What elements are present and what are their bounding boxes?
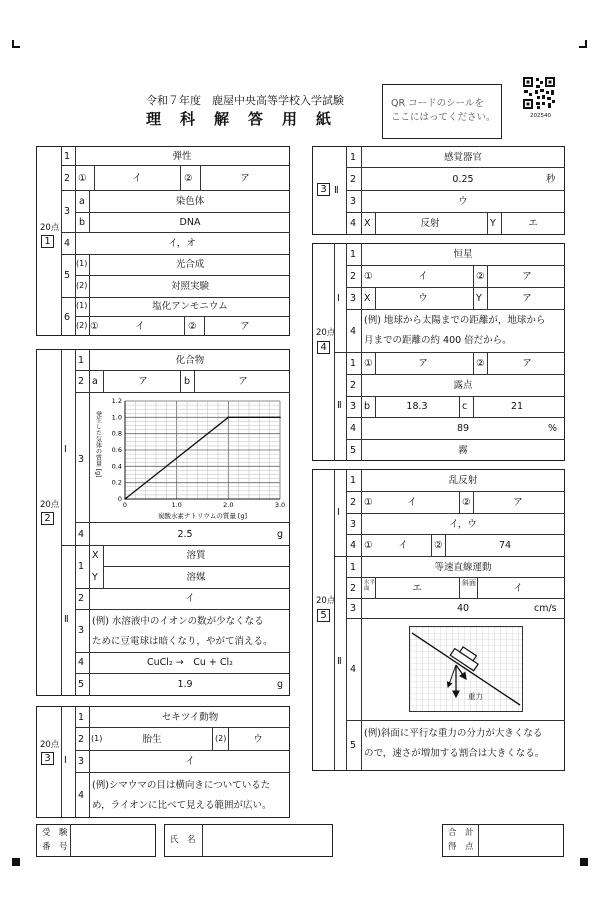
q1-points: 20点 <box>40 223 60 233</box>
q4-i-answer-3x: ウ <box>418 293 428 304</box>
q2-gas-mass-chart <box>90 393 289 521</box>
q2-ii-answer-3-line1: (例) 水溶液中のイオンの数が少なくなる <box>92 616 264 627</box>
q5-ii-answer-2b: イ <box>513 583 523 594</box>
q5-ii-answer-5-line1: (例)斜面に平行な重力の分力が大きくなる <box>364 728 543 739</box>
q4-ii-answer-2: 露点 <box>453 380 473 391</box>
q1-answer-3b: DNA <box>179 217 201 228</box>
q4-i-answer-2-1: イ <box>418 271 428 282</box>
chart-data-point <box>228 417 230 419</box>
chart-y-tick-label: 0 <box>117 495 122 503</box>
q5-i-answer-2-2: ア <box>513 497 523 508</box>
q1-answer-2-2: ア <box>240 173 250 184</box>
q4-i-answer-1: 恒星 <box>453 249 473 260</box>
q4-ii-answer-3b: 18.3 <box>406 401 428 412</box>
exam-title: 令和７年度 鹿屋中央高等学校入学試験 <box>146 94 344 107</box>
q4-ii-answer-3c: 21 <box>510 401 524 412</box>
q1-number-box: 1 <box>41 235 54 248</box>
total-score-field[interactable] <box>479 825 563 856</box>
q3-number-box-right: 3 <box>317 183 330 196</box>
q1-answer-3a: 染色体 <box>175 196 205 207</box>
q3-points: 20点 <box>40 740 60 750</box>
q1-answer-2-1: イ <box>132 173 142 184</box>
qr-label-line1: QR コードのシールを <box>391 98 484 109</box>
q5-ii-answer-3: 40 <box>456 603 470 614</box>
q4-ii-answer-5: 霧 <box>458 445 468 456</box>
q4-points: 20点 <box>316 328 336 338</box>
chart-y-tick-label: 0.2 <box>111 478 122 487</box>
q2-ii-answer-2: イ <box>185 593 195 604</box>
q2-i-answer-4: 2.5 <box>177 529 193 540</box>
qr-label-line2: ここにはってください。 <box>391 112 496 123</box>
q2-ii-answer-1y: 溶媒 <box>186 572 206 583</box>
chart-data-point <box>279 417 281 419</box>
q2-number-box: 2 <box>41 512 54 525</box>
chart-y-tick-label: 0.6 <box>111 446 122 454</box>
chart-x-tick-label: 0 <box>122 501 128 509</box>
q5-number-box: 5 <box>317 609 330 622</box>
q3-i-answer-4-line1: (例)シマウマの目は横向きについているた <box>92 780 271 791</box>
q1-answer-1: 弾性 <box>172 151 192 162</box>
corner-mark-bottom-left <box>12 858 20 866</box>
q5-ii-2-label-horizontal: 水平面 <box>364 580 376 593</box>
q3-i-answer-2-2: ウ <box>253 734 263 745</box>
exam-number-field[interactable] <box>71 825 155 856</box>
chart-x-axis-label: 炭酸水素ナトリウムの質量 [g] <box>157 512 248 520</box>
q5-block <box>312 469 565 771</box>
total-score-label-2: 得 点 <box>448 842 474 852</box>
q5-i-answer-4-1: イ <box>398 540 408 551</box>
chart-y-tick-label: 1.0 <box>111 413 122 422</box>
chart-x-tick-label: 1.0 <box>171 501 182 509</box>
q2-ii-answer-1x: 溶質 <box>186 550 206 561</box>
q5-ii-answer-2a: エ <box>412 583 422 594</box>
q1-answer-5-1: 光合成 <box>175 259 205 270</box>
chart-data-point <box>124 498 126 500</box>
q1-answer-6-1: 塩化アンモニウム <box>152 301 228 312</box>
chart-y-tick-label: 0.4 <box>111 462 122 471</box>
chart-y-tick-label: 0.8 <box>111 429 122 438</box>
qr-code-icon <box>522 76 556 110</box>
name-field[interactable] <box>203 825 332 856</box>
q3-number-box-left: 3 <box>41 752 54 765</box>
q2-ii-answer-3-line2: ために豆電球は暗くなり，やがて消える。 <box>92 636 273 647</box>
q4-ii-answer-1-2: ア <box>522 358 532 369</box>
q3-ii-answer-4x: 反射 <box>420 218 440 229</box>
q5-i-answer-3: イ，ウ <box>449 519 477 530</box>
q4-i-answer-4-line2: 月までの距離の約 400 倍だから。 <box>364 335 512 346</box>
exam-number-label-2: 番 号 <box>42 842 68 852</box>
q1-answer-6-2-2: ア <box>240 321 250 332</box>
q3-i-answer-4-line2: め，ライオンに比べて見える範囲が広い。 <box>92 800 272 811</box>
q3-i-answer-2-1: 胎生 <box>142 734 162 745</box>
q2-ii-answer-5: 1.9 <box>177 679 193 690</box>
corner-mark-top-right <box>579 40 587 48</box>
q4-i-answer-4-line1: (例) 地球から太陽までの距離が，地球から <box>364 315 546 326</box>
q4-number-box: 4 <box>317 341 330 354</box>
q5-ii-2-label-slope: 斜面 <box>462 579 476 587</box>
q2-ii-answer-4: CuCl₂ → Cu + Cl₂ <box>147 657 233 668</box>
q2-i-answer-2b: ア <box>238 376 248 387</box>
corner-mark-bottom-right <box>580 858 588 866</box>
chart-x-tick-label: 3.0 <box>274 501 286 509</box>
q5-points: 20点 <box>316 596 336 606</box>
q3-ii-answer-4y: エ <box>528 218 538 229</box>
q2-i-answer-2a: ア <box>138 376 148 387</box>
q4-i-answer-3y: ア <box>522 293 532 304</box>
q3-ii-answer-1: 感覚器官 <box>443 152 483 163</box>
q3-i-answer-1: セキツイ動物 <box>161 712 219 723</box>
q1-answer-4: イ，オ <box>168 238 196 249</box>
corner-mark-top-left <box>12 40 20 48</box>
qr-sticker-area <box>382 84 502 139</box>
q5-force-diagram <box>409 626 523 712</box>
chart-y-tick-label: 1.2 <box>111 397 122 405</box>
name-label: 氏 名 <box>170 835 196 845</box>
q5-ii-answer-1: 等速直線運動 <box>434 562 492 573</box>
total-score-label-1: 合 計 <box>448 828 474 838</box>
q4-ii-answer-4: 89 <box>456 423 470 434</box>
q3-ii-answer-2: 0.25 <box>452 174 474 185</box>
q1-answer-6-2-1: イ <box>135 321 145 332</box>
q4-ii-answer-1-1: ア <box>418 358 428 369</box>
chart-y-axis-label: 発生した気体の質量 [g] <box>94 411 102 478</box>
subject-title: 理 科 解 答 用 紙 <box>146 110 334 128</box>
q5-force-label: 重力 <box>468 692 483 701</box>
q2-i-answer-1: 化合物 <box>175 355 205 366</box>
q3-i-answer-3: イ <box>185 756 195 767</box>
q2-points: 20点 <box>40 500 60 510</box>
qr-code-number: 202540 <box>530 113 551 119</box>
q5-i-answer-2-1: イ <box>407 497 417 508</box>
q4-i-answer-2-2: ア <box>522 271 532 282</box>
q1-answer-5-2: 対照実験 <box>170 281 210 292</box>
q5-ii-answer-5-line2: ので，速さが増加する割合は大きくなる。 <box>364 748 545 759</box>
q5-i-answer-1: 乱反射 <box>448 475 478 486</box>
q5-i-answer-4-2: 74 <box>498 540 512 551</box>
answer-sheet: 令和７年度 鹿屋中央高等学校入学試験 理 科 解 答 用 紙 QR コードのシールを ここにはってください。 202540 20点 1 1 弾性 2 ① イ ② ア 3 a 染色体 b DNA 4 イ，オ 5 (1) 光合成 (2) 対照実験 6 (1) 塩化アンモニウム (2) ① イ ② ア 20点 2 Ⅰ Ⅱ 1 化合物 2 a ア b ア 3 0 1.0 2.0 3.0 0 0.2 0.4 0.6 0.8 1.0 1.2 炭酸水素ナトリウムの質量 [g] 発生した気体の質量 [g] 4 2.5 g 1 X 溶質 Y 溶媒 2 イ 3 (例) 水溶液中のイオンの数が少なくなる ために豆電球は暗くなり，やがて消える。 4 CuCl₂ → Cu + Cl₂ 5 1.9 g 20点 3 Ⅰ 1 セキツイ動物 2 (1) 胎生 (2) ウ 3 イ 4 (例)シマウマの目は横向きについているた め，ライオンに比べて見える範囲が広い。 3 Ⅱ 1 感覚器官 2 0.25 秒 3 ウ 4 X 反射 Y エ 20点 4 Ⅰ Ⅱ 1 恒星 2 ① イ ② ア 3 X ウ Y ア 4 (例) 地球から太陽までの距離が，地球から 月までの距離の約 400 倍だから。 1 ① ア ② ア 2 露点 3 b 18.3 c 21 4 89 % 5 霧 20点 5 Ⅰ Ⅱ 1 乱反射 2 ① イ ② ア 3 イ，ウ 4 ① イ ② 74 1 等速直線運動 2 水平面 エ 斜面 イ 3 40 cm/s 4 5 (例)斜面に平行な重力の分力が大きくなる ので，速さが増加する割合は大きくなる。 重力 受 験 番 号 氏 名 合 計 得 点 <box>0 0 600 900</box>
exam-number-label-1: 受 験 <box>42 828 68 838</box>
q3-ii-answer-3: ウ <box>458 196 468 207</box>
chart-x-tick-label: 2.0 <box>223 501 234 509</box>
